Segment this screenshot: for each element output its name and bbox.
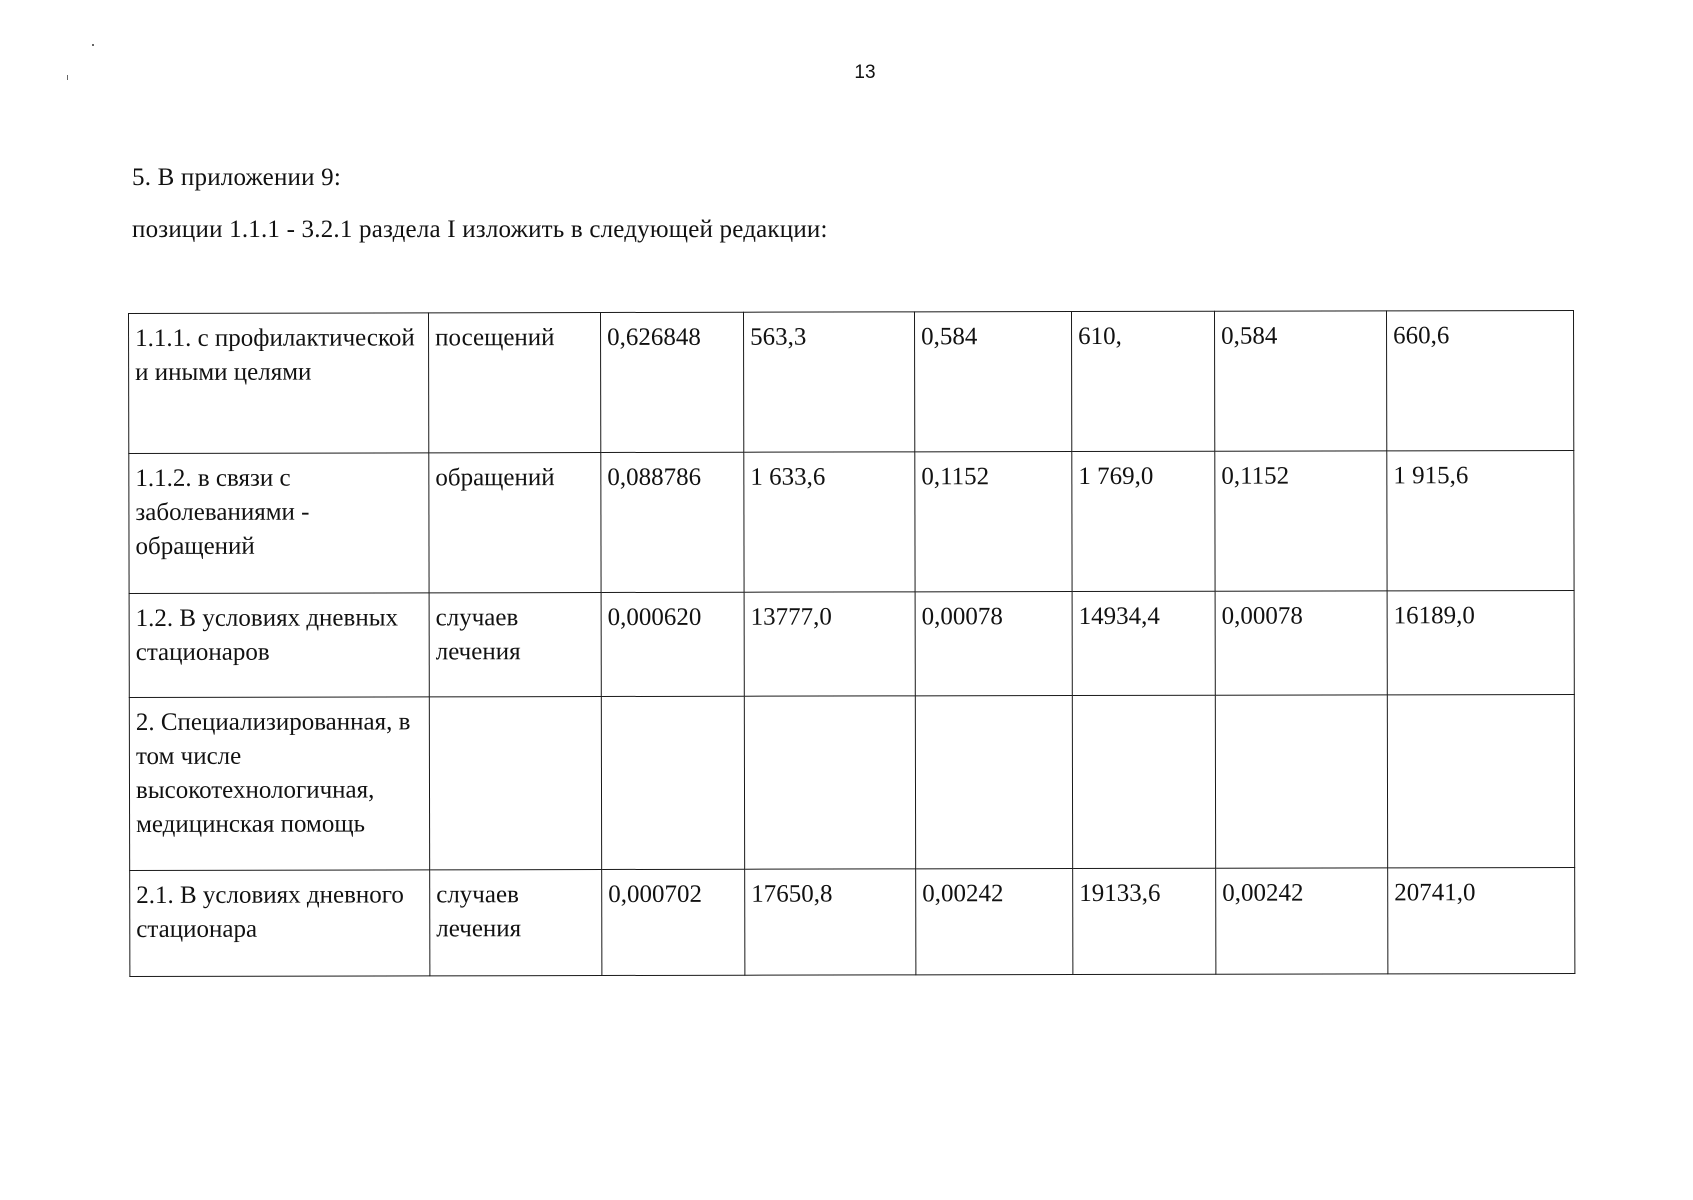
value-cell: 0,000620 [601, 592, 744, 696]
unit-cell: случаев лечения [430, 870, 602, 976]
value-cell [1215, 695, 1387, 868]
value-cell: 14934,4 [1072, 591, 1215, 695]
value-cell: 0,00078 [915, 592, 1072, 696]
row-name-cell: 1.1.1. с профилактической и иными целями [129, 313, 429, 454]
row-name-cell: 2. Специализированная, в том числе высокотехнологичная, медицинская помощь [129, 697, 429, 871]
value-cell [915, 696, 1072, 869]
value-cell: 16189,0 [1387, 590, 1574, 694]
table-row [129, 310, 1574, 453]
unit-cell: случаев лечения [429, 593, 601, 697]
scan-speck [92, 44, 94, 46]
value-cell [744, 696, 915, 869]
value-cell: 1 769,0 [1072, 451, 1215, 591]
amendment-instruction: позиции 1.1.1 - 3.2.1 раздела I изложить в следующей редакции: [132, 216, 828, 243]
value-cell [601, 696, 744, 869]
unit-cell [429, 697, 601, 870]
value-cell: 660,6 [1386, 310, 1573, 450]
value-cell: 1 633,6 [744, 452, 915, 592]
table-row [129, 450, 1574, 593]
value-cell: 0,584 [1214, 311, 1386, 451]
value-cell: 610, [1071, 311, 1214, 451]
value-cell: 0,000702 [602, 869, 745, 975]
table-row [130, 867, 1575, 976]
unit-cell: обращений [429, 453, 601, 593]
row-name-cell: 1.2. В условиях дневных стационаров [129, 593, 429, 698]
value-cell: 17650,8 [745, 869, 916, 975]
value-cell [1387, 694, 1574, 867]
value-cell: 0,1152 [915, 452, 1072, 592]
table-row [129, 694, 1574, 870]
value-cell: 0,626848 [601, 312, 744, 452]
row-name-cell: 2.1. В условиях дневного стационара [130, 870, 430, 977]
row-name-cell: 1.1.2. в связи с заболеваниями - обращений [129, 453, 429, 594]
value-cell: 563,3 [743, 312, 914, 452]
page-number: 13 [854, 62, 876, 83]
value-cell: 0,088786 [601, 452, 744, 592]
value-cell [1072, 695, 1215, 868]
value-cell: 20741,0 [1388, 867, 1575, 973]
value-cell: 1 915,6 [1387, 450, 1574, 590]
value-cell: 0,1152 [1215, 451, 1387, 591]
value-cell: 0,584 [914, 312, 1071, 452]
value-cell: 19133,6 [1073, 868, 1216, 974]
value-cell: 13777,0 [744, 592, 915, 696]
amendment-table [128, 310, 1575, 977]
unit-cell: посещений [429, 313, 601, 453]
amendment-heading: 5. В приложении 9: [132, 164, 342, 191]
value-cell: 0,00242 [1216, 868, 1388, 974]
value-cell: 0,00242 [916, 869, 1073, 975]
value-cell: 0,00078 [1215, 591, 1387, 695]
table-row [129, 590, 1574, 697]
